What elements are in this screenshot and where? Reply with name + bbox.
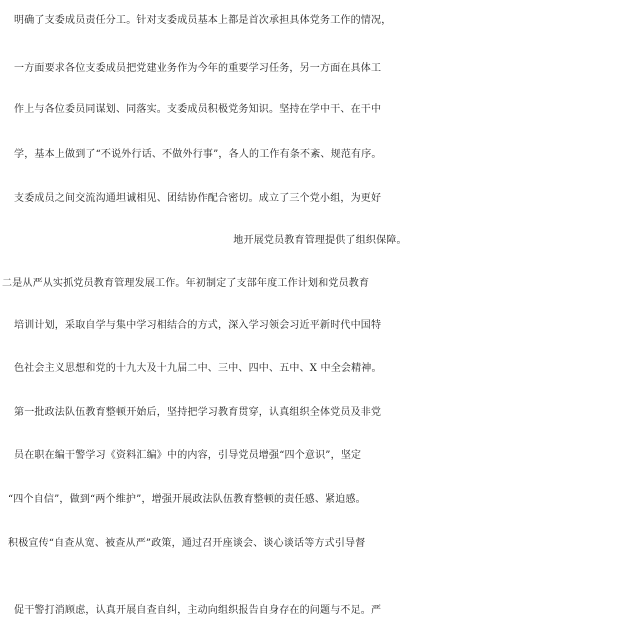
text-line [0,140,640,170]
line-text: 地开展党员教育管理提供了组织保障。 [233,235,407,246]
text-line-centered [0,226,640,256]
text-line [0,529,640,559]
line-text: “四个自信”，做到“两个维护”，增强开展政法队伍教育整顿的责任感、紧迫感。 [8,494,366,505]
line-text: 促干警打消顾虑，认真开展自查自纠，主动向组织报告自身存在的问题与不足。严 [14,605,382,616]
line-text: 员在职在编干警学习《资料汇编》中的内容，引导党员增强“四个意识”，坚定 [14,450,362,461]
text-line [0,54,640,84]
line-text: 支委成员之间交流沟通坦诚相见、团结协作配合密切。成立了三个党小组，为更好 [14,193,382,204]
text-line [0,485,640,515]
text-line [0,596,640,626]
text-line [0,269,640,299]
line-text: 积极宣传“自查从宽、被查从严”政策，通过召开座谈会、谈心谈话等方式引导督 [8,538,366,549]
line-text: 明确了支委成员责任分工。针对支委成员基本上都是首次承担具体党务工作的情况， [14,15,392,26]
line-text: 第一批政法队伍教育整顿开始后，坚持把学习教育贯穿，认真组织全体党员及非党 [14,407,382,418]
text-line [0,441,640,471]
line-text: 二是从严从实抓党员教育管理发展工作。年初制定了支部年度工作计划和党员教育 [2,278,370,289]
line-text: 学，基本上做到了“不说外行话、不做外行事”，各人的工作有条不紊、规范有序。 [14,149,382,160]
text-line [0,184,640,214]
line-text: 一方面要求各位支委成员把党建业务作为今年的重要学习任务，另一方面在具体工 [14,63,382,74]
line-text: 培训计划，采取自学与集中学习相结合的方式，深入学习领会习近平新时代中国特 [14,320,382,331]
text-line [0,6,640,36]
line-text: 色社会主义思想和党的十九大及十九届二中、三中、四中、五中、X 中全会精神。 [14,363,382,374]
text-line [0,398,640,428]
line-text: 作上与各位委员同谋划、同落实。支委成员积极党务知识。坚持在学中干、在干中 [14,104,382,115]
text-line [0,354,640,384]
text-line [0,95,640,125]
text-line [0,311,640,341]
